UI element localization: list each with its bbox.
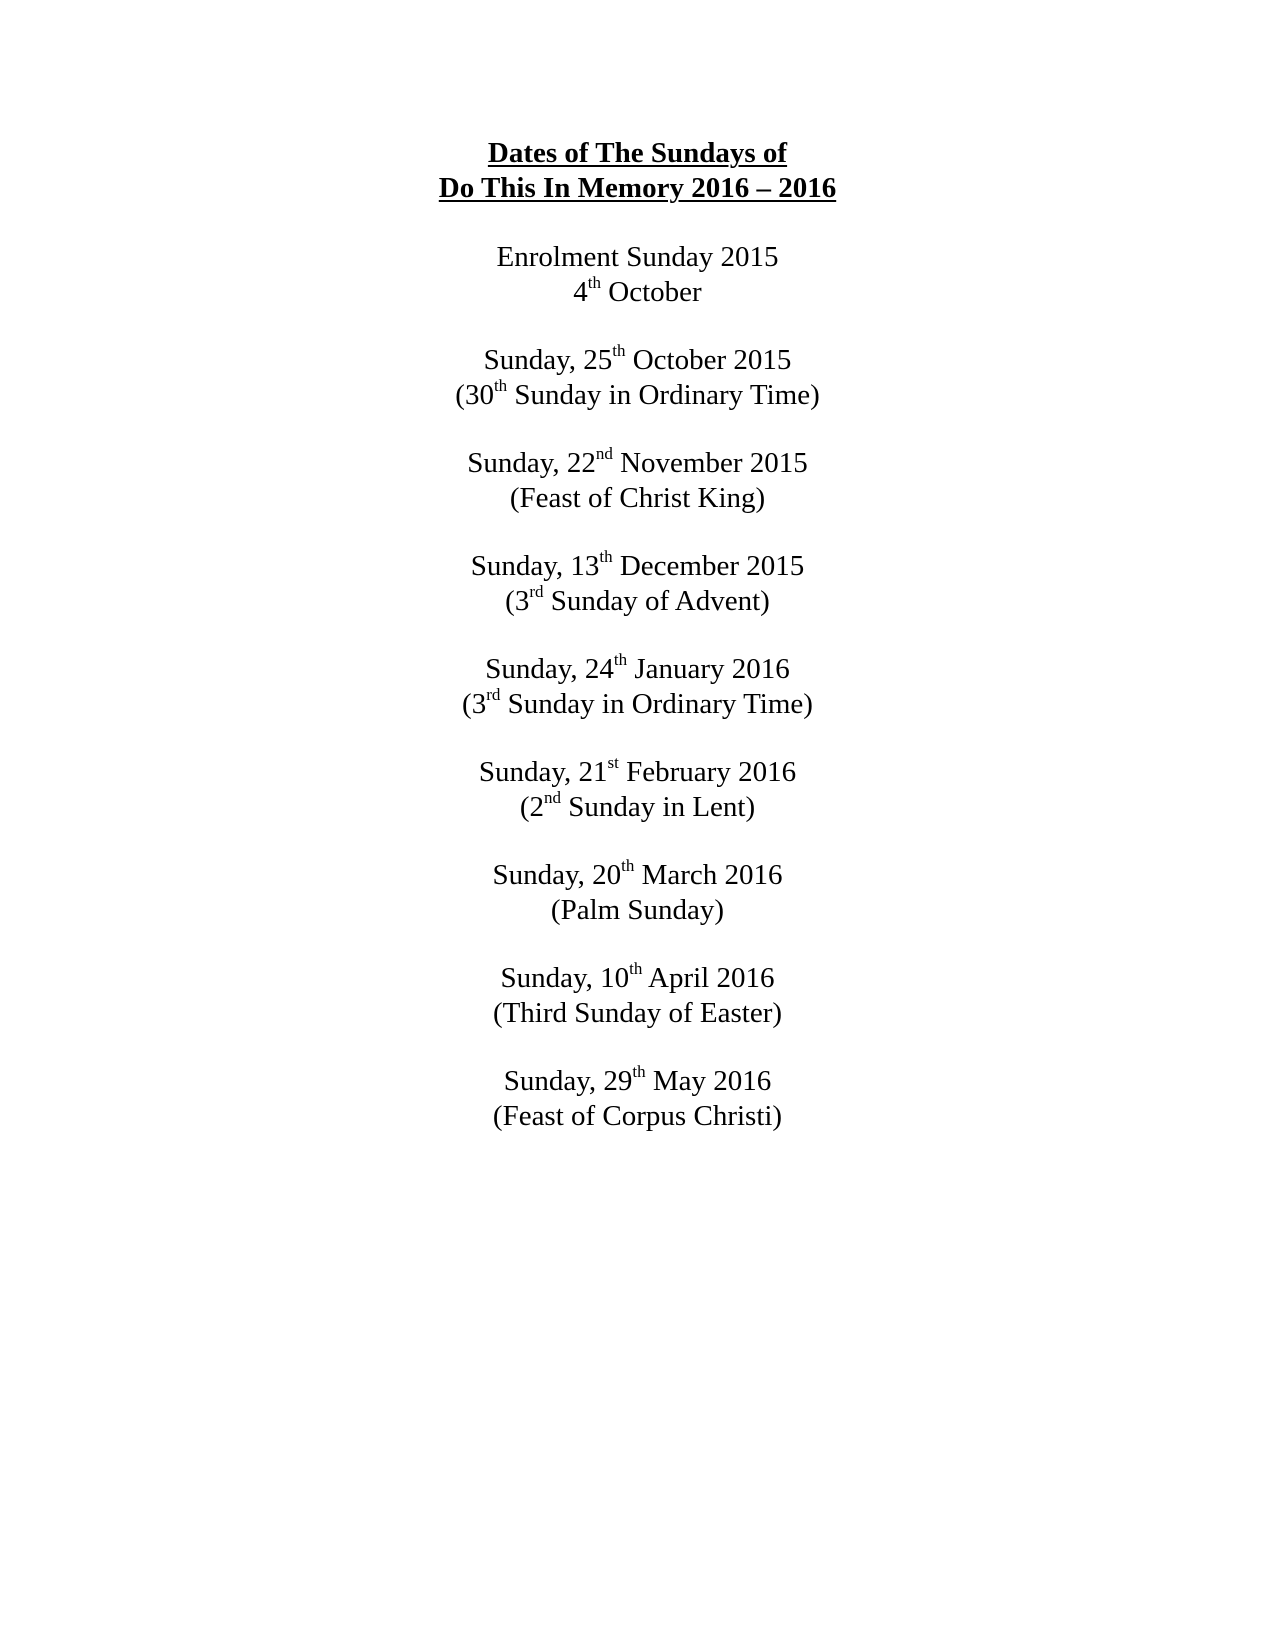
list-item <box>0 549 1275 619</box>
date-ordinal: th <box>613 650 628 670</box>
date-day: 29 <box>603 1065 633 1097</box>
occasion-prefix: ( <box>462 688 472 720</box>
date-ordinal: nd <box>595 444 613 464</box>
date-day: 20 <box>592 859 622 891</box>
entry-occasion: (Third Sunday of Easter) <box>492 997 783 1029</box>
date-day: 13 <box>570 550 600 582</box>
date-rest: January 2016 <box>627 653 790 685</box>
document-title <box>0 136 1275 206</box>
list-item <box>0 858 1275 928</box>
occasion-number: 3 <box>471 688 487 720</box>
entry-date <box>0 275 1275 310</box>
list-item <box>0 1064 1275 1134</box>
list-item <box>0 446 1275 516</box>
title-line-1: Dates of The Sundays of <box>487 137 788 169</box>
date-ordinal: st <box>607 753 619 773</box>
date-prefix: Sunday, <box>467 447 567 479</box>
list-item <box>0 755 1275 825</box>
occasion-number: 30 <box>464 379 494 411</box>
date-day: 21 <box>578 756 608 788</box>
title-line-2: Do This In Memory 2016 – 2016 <box>438 172 837 204</box>
occasion-prefix: ( <box>505 585 515 617</box>
date-rest: May 2016 <box>645 1065 772 1097</box>
occasion-ordinal: th <box>493 376 508 396</box>
entry-date <box>0 961 1275 996</box>
entry-occasion: (Feast of Corpus Christi) <box>492 1100 783 1132</box>
entry-date <box>0 755 1275 790</box>
date-prefix: Sunday, <box>485 653 585 685</box>
occasion-rest: Sunday in Lent) <box>561 791 756 823</box>
date-ordinal: th <box>599 547 613 567</box>
entry-date <box>0 1064 1275 1099</box>
sunday-list <box>0 240 1275 1167</box>
date-rest: October <box>601 276 702 308</box>
occasion-prefix: ( <box>519 791 530 823</box>
list-item <box>0 343 1275 413</box>
entry-date <box>0 446 1275 481</box>
date-day: 25 <box>583 344 613 376</box>
occasion-number: 2 <box>529 791 545 823</box>
entry-date <box>0 858 1275 893</box>
entry-date <box>0 549 1275 584</box>
list-item <box>0 652 1275 722</box>
entry-occasion: (Feast of Christ King) <box>509 482 766 514</box>
date-rest: February 2016 <box>618 756 797 788</box>
date-day: 10 <box>600 962 630 994</box>
occasion-rest: Sunday in Ordinary Time) <box>500 688 813 720</box>
date-rest: March 2016 <box>634 859 783 891</box>
entry-occasion <box>0 584 1275 619</box>
date-rest: October 2015 <box>625 344 792 376</box>
occasion-rest: Sunday of Advent) <box>543 585 770 617</box>
date-rest: December 2015 <box>612 550 805 582</box>
occasion-ordinal: rd <box>529 582 544 602</box>
entry-heading: Enrolment Sunday 2015 <box>496 241 779 273</box>
date-prefix: Sunday, <box>503 1065 604 1097</box>
date-ordinal: th <box>587 273 602 293</box>
entry-occasion <box>0 378 1275 413</box>
entry-occasion: (Palm Sunday) <box>550 894 725 926</box>
date-prefix: Sunday, <box>483 344 584 376</box>
date-prefix: Sunday, <box>478 756 579 788</box>
list-item-enrolment <box>0 240 1275 310</box>
date-day: 24 <box>584 653 614 685</box>
entry-date <box>0 652 1275 687</box>
date-rest: November 2015 <box>612 447 808 479</box>
entry-date <box>0 343 1275 378</box>
date-prefix: Sunday, <box>500 962 601 994</box>
list-item <box>0 961 1275 1031</box>
date-day: 22 <box>566 447 596 479</box>
occasion-prefix: ( <box>455 379 465 411</box>
date-ordinal: th <box>632 1062 646 1082</box>
entry-occasion <box>0 790 1275 825</box>
date-ordinal: th <box>629 959 643 979</box>
occasion-rest: Sunday in Ordinary Time) <box>507 379 820 411</box>
date-ordinal: th <box>621 856 635 876</box>
date-rest: April 2016 <box>642 962 775 994</box>
occasion-number: 3 <box>514 585 530 617</box>
date-day: 4 <box>573 276 588 308</box>
date-ordinal: th <box>612 341 626 361</box>
occasion-ordinal: nd <box>544 788 562 808</box>
entry-occasion <box>0 687 1275 722</box>
occasion-ordinal: rd <box>486 685 501 705</box>
date-prefix: Sunday, <box>492 859 593 891</box>
date-prefix: Sunday, <box>470 550 571 582</box>
